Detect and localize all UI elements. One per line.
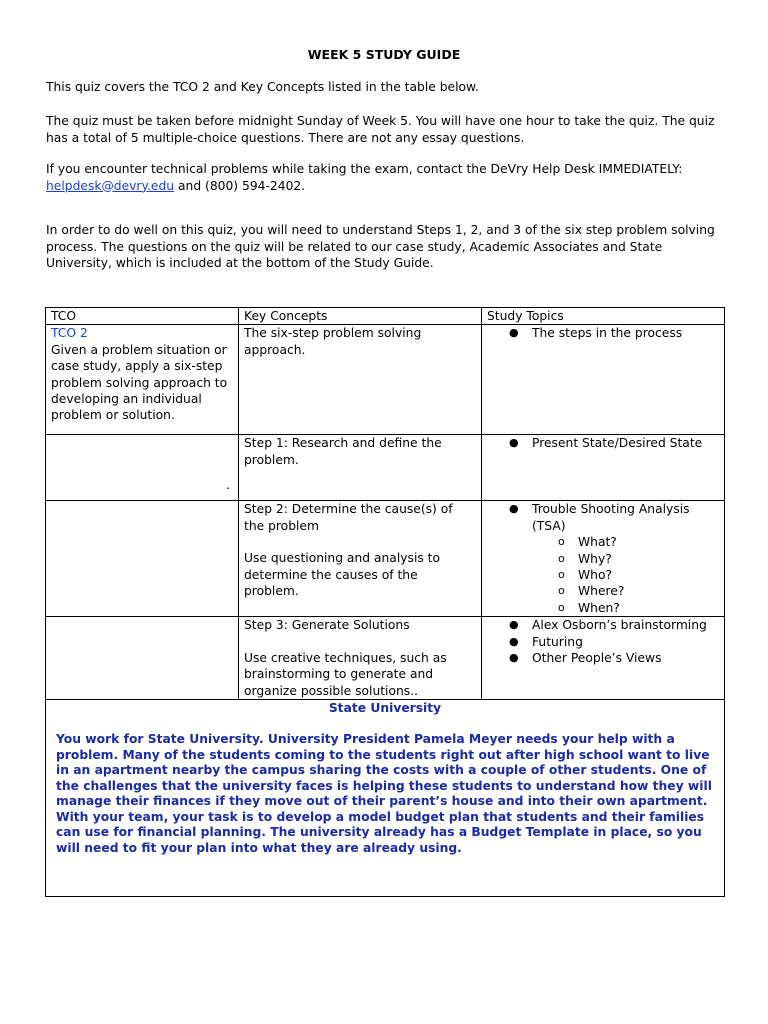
header-tco: TCO [46, 308, 239, 325]
header-study-topics: Study Topics [482, 308, 725, 325]
key-concept-cell [239, 325, 482, 435]
bullet-icon: ● [509, 618, 519, 632]
list-item: ● Trouble Shooting Analysis (TSA) [509, 502, 690, 533]
study-topic-cell [482, 617, 725, 700]
bullet-icon: ● [509, 651, 519, 665]
list-item: ● Futuring [509, 634, 583, 649]
list-item: ● The steps in the process [509, 326, 683, 341]
bullet-icon: ● [509, 502, 519, 516]
key-concept-cell [239, 617, 482, 700]
help-desk-phone: and (800) 594-2402. [178, 178, 306, 193]
bullet-icon: ● [509, 436, 519, 450]
sub-bullet-icon: o [558, 568, 565, 582]
key-concept-text: Step 1: Research and define the problem. [244, 436, 442, 467]
help-desk-paragraph [46, 161, 722, 194]
list-item: ● Alex Osborn’s brainstorming [509, 618, 707, 633]
steps-paragraph: In order to do well on this quiz, you will need to understand Steps 1, 2, and 3 of the six step problem solving process. The questions on the quiz will be related to our case study, Academic Associates and State University, which is included at the bottom of the Study Guide. [46, 223, 715, 270]
list-item: o What? [558, 535, 617, 550]
list-item: ● Present State/Desired State [509, 436, 703, 451]
table-row [46, 617, 725, 700]
tco-cell [46, 617, 239, 700]
table-row [46, 325, 725, 435]
list-item: ● Other People’s Views [509, 651, 662, 666]
case-study-row [46, 700, 725, 897]
tsa-sublist [487, 534, 719, 616]
bullet-icon: ● [509, 634, 519, 648]
case-study-title: State University [328, 701, 442, 716]
tco-cell [46, 435, 239, 501]
tco-cell [46, 501, 239, 617]
help-desk-text: If you encounter technical problems while taking the exam, contact the DeVry Help Desk IMMEDIATELY: [46, 162, 683, 176]
key-concept-text: Step 2: Determine the cause(s) of the problem [244, 502, 453, 533]
study-guide-table [45, 307, 725, 897]
list-item: o Who? [558, 568, 613, 583]
case-study-body: You work for State University. University President Pamela Meyer needs your help with a problem. Many of the students coming to the students right out after high school want to live in an apartment nearby the campus sharing the costs with a couple of other students. One of the challenges that the university faces is helping these students to understand how they will manage their finances if they move out of their parent’s house and into their own apartment. With your team, your task is to develop a model budget plan that students and their families can use for financial planning. The university already has a Budget Template in place, so you will need to fit your plan into what they are already using. [56, 732, 712, 855]
document-title: WEEK 5 STUDY GUIDE [307, 47, 461, 62]
stray-dot: . [226, 478, 230, 493]
table-header-row [46, 308, 725, 325]
list-item: o Why? [558, 551, 612, 566]
study-topic-cell [482, 325, 725, 435]
study-topic-cell [482, 435, 725, 501]
tco-label: TCO 2 [51, 326, 88, 341]
key-concept-cell [226, 435, 482, 501]
tco-cell [46, 325, 239, 435]
study-topic-cell [482, 501, 725, 617]
tco-description: Given a problem situation or case study, apply a six-step problem solving approach to developing an individual problem or solution. [51, 342, 228, 423]
list-item: o Where? [558, 584, 625, 599]
help-desk-email-link[interactable]: helpdesk@devry.edu [46, 178, 175, 193]
sub-bullet-icon: o [558, 535, 565, 549]
table-row [46, 501, 725, 617]
sub-bullet-icon: o [558, 584, 565, 598]
case-study-cell [46, 700, 725, 897]
intro-paragraph: This quiz covers the TCO 2 and Key Concepts listed in the table below. [46, 80, 479, 94]
sub-bullet-icon: o [558, 551, 565, 565]
list-item: o When? [558, 600, 620, 615]
bullet-icon: ● [509, 326, 519, 340]
key-concept-text: Step 3: Generate Solutions [244, 618, 410, 633]
key-concept-text-2: Use creative techniques, such as brainstorming to generate and organize possible solutions.. [244, 650, 447, 698]
quiz-info-paragraph: The quiz must be taken before midnight Sunday of Week 5. You will have one hour to take the quiz. The quiz has a total of 5 multiple-choice questions. There are not any essay questions. [46, 114, 715, 145]
key-concept-text: The six-step problem solving approach. [244, 326, 422, 357]
key-concept-cell [239, 501, 482, 617]
key-concept-text-2: Use questioning and analysis to determine the causes of the problem. [244, 551, 441, 599]
sub-bullet-icon: o [558, 600, 565, 614]
table-row [46, 435, 725, 501]
header-key-concepts: Key Concepts [239, 308, 482, 325]
